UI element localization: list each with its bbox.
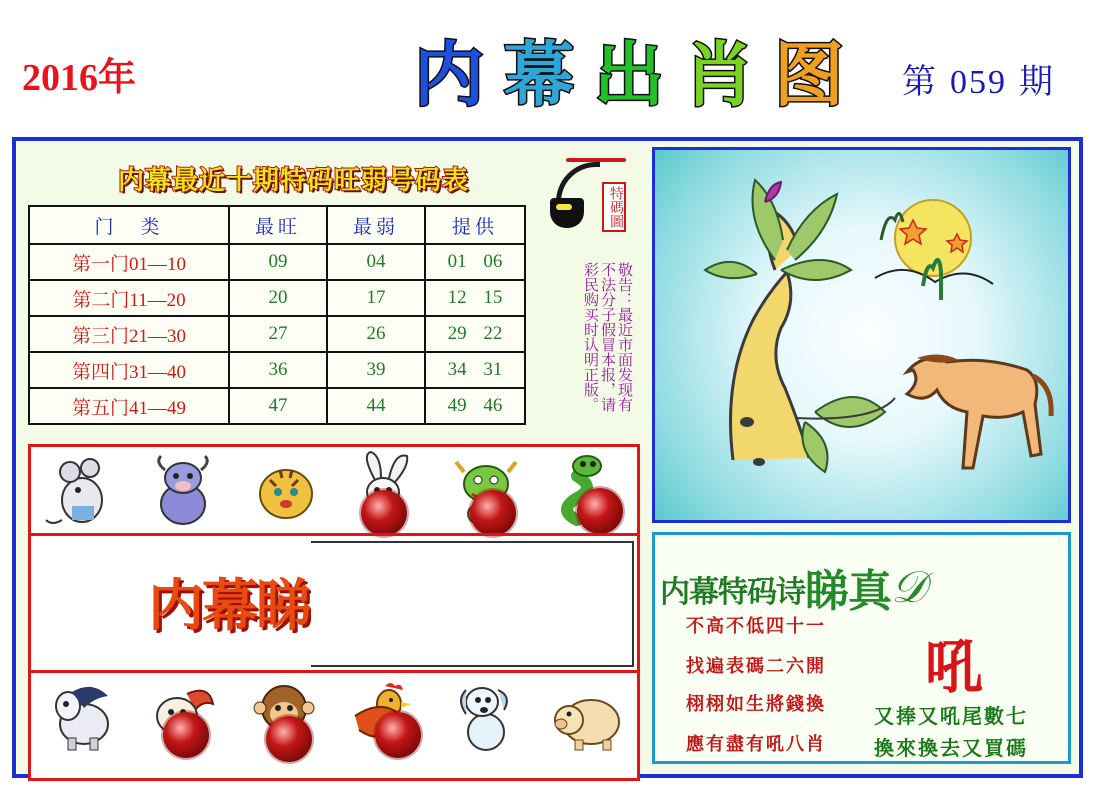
horse-illustration: [652, 147, 1071, 523]
table-title: 内幕最近十期特码旺弱号码表: [118, 166, 470, 196]
row-cold: 04: [327, 244, 425, 280]
center-blank-panel: [311, 541, 634, 667]
hot-cold-table: [28, 205, 526, 425]
row-label: 第三门21—30: [29, 316, 229, 352]
row-provide: 12 15: [425, 280, 525, 316]
row-provide: 49 46: [425, 388, 525, 424]
row-hot: 36: [229, 352, 327, 388]
notice-text: 敬告：最近市面发现有不法分子假冒本报，请彩民购买时认明正版。: [582, 262, 634, 412]
issue-prefix: 第: [902, 64, 938, 101]
poem-line-4: 應有盡有吼八肖: [686, 734, 826, 755]
poem-green-line-1: 又捧又吼尾數七: [874, 704, 1028, 728]
rat-icon: [42, 450, 122, 530]
issue-suffix: 期: [1019, 64, 1055, 101]
horse-icon: [42, 676, 122, 756]
poem-title-small: 内幕特码诗: [660, 575, 805, 610]
rabbit-icon: [345, 450, 425, 530]
col-provide: 提供: [425, 206, 525, 244]
row-hot: 47: [229, 388, 327, 424]
col-cold: 最弱: [327, 206, 425, 244]
title-char-2: 幕: [504, 33, 574, 116]
poem-line-1: 不高不低四十一: [686, 616, 826, 637]
row-hot: 27: [229, 316, 327, 352]
pig-icon: [547, 676, 627, 756]
poem-line-3: 栩栩如生將錢換: [686, 694, 826, 715]
row-cold: 39: [327, 352, 425, 388]
marked-ball-icon: [163, 712, 209, 758]
poem-line-2: 找遍表碼二六開: [686, 656, 826, 677]
year-label: 2016年: [22, 57, 137, 99]
table-row: [29, 244, 525, 280]
title-char-4: 肖: [684, 33, 754, 116]
marked-ball-icon: [361, 490, 407, 536]
zodiac-row-bottom: [31, 673, 637, 759]
rooster-icon: [345, 676, 425, 756]
ox-icon: [143, 450, 223, 530]
table-row: [29, 388, 525, 424]
zodiac-row-top: [31, 447, 637, 533]
table-row: [29, 316, 525, 352]
special-code-logo: [548, 158, 628, 250]
logo-label: 特碼圖: [602, 182, 626, 232]
flourish-icon: 𝒟: [891, 562, 926, 613]
row-label: 第一门01—10: [29, 244, 229, 280]
dragon-icon: [446, 450, 526, 530]
col-category: 门 类: [29, 206, 229, 244]
col-hot: 最旺: [229, 206, 327, 244]
row-provide: 29 22: [425, 316, 525, 352]
issue-number: 059: [950, 64, 1007, 101]
row-provide: 01 06: [425, 244, 525, 280]
row-hot: 09: [229, 244, 327, 280]
title-char-1: 内: [414, 33, 484, 116]
center-big-text: 内幕睇: [148, 573, 310, 639]
title-char-3: 出: [594, 33, 664, 116]
row-hot: 20: [229, 280, 327, 316]
goat-icon: [143, 676, 223, 756]
title-char-5: 图: [774, 33, 844, 116]
monkey-icon: [244, 676, 324, 756]
poem-green-line-2: 換來換去又買碼: [874, 736, 1028, 760]
table-header-row: [29, 206, 525, 244]
row-cold: 26: [327, 316, 425, 352]
poem-title: [660, 555, 925, 619]
row-label: 第四门31—40: [29, 352, 229, 388]
dog-icon: [446, 676, 526, 756]
row-label: 第五门41—49: [29, 388, 229, 424]
marked-ball-icon: [375, 712, 421, 758]
row-cold: 17: [327, 280, 425, 316]
table-row: [29, 280, 525, 316]
table-row: [29, 352, 525, 388]
logo-pot-icon: [550, 198, 584, 228]
tiger-icon: [244, 450, 324, 530]
marked-ball-icon: [470, 490, 516, 536]
zodiac-divider-top: [31, 533, 637, 536]
issue-label: [896, 54, 1061, 103]
horse-scene-icon: [655, 150, 1068, 520]
marked-ball-icon: [577, 488, 623, 534]
row-cold: 44: [327, 388, 425, 424]
row-label: 第二门11—20: [29, 280, 229, 316]
snake-icon: [547, 450, 627, 530]
poem-title-big: 睇真: [805, 566, 891, 617]
main-title: [405, 30, 853, 116]
poem-big-char: 吼: [925, 633, 984, 701]
row-provide: 34 31: [425, 352, 525, 388]
marked-ball-icon: [266, 716, 312, 762]
